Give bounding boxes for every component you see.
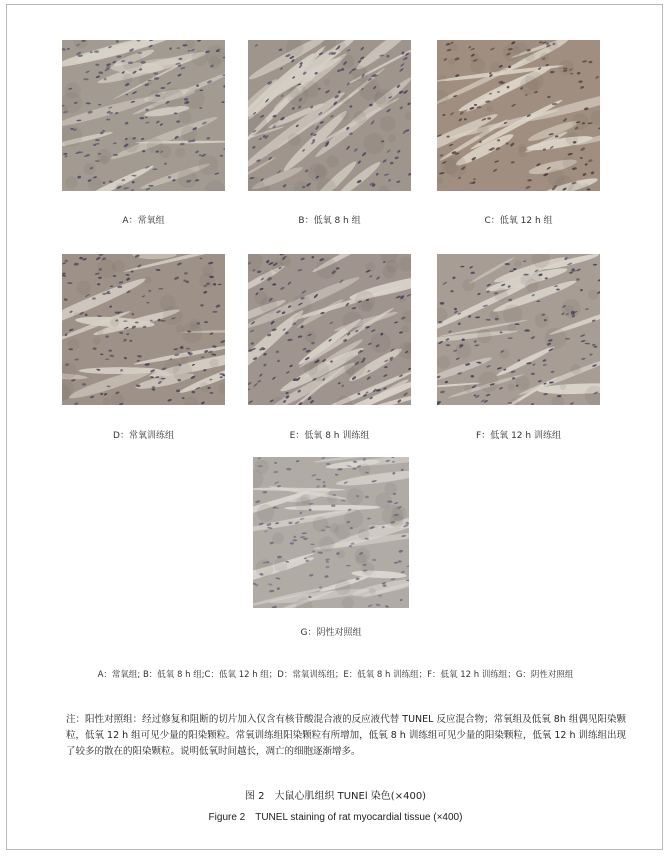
figure-legend: A：常氧组; B：低氧 8 h 组;C：低氧 12 h 组；D：常氧训练组；E：低氧 8 h 训练组；F：低氧 12 h 训练组；G：阴性对照组 xyxy=(97,670,574,680)
tissue-texture xyxy=(62,254,225,405)
panel-b xyxy=(248,40,411,191)
micrograph-g xyxy=(253,457,409,608)
micrograph-b xyxy=(248,40,411,191)
micrograph-a xyxy=(62,40,225,191)
caption-e: E：低氧 8 h 训练组 xyxy=(289,431,370,441)
tissue-texture xyxy=(248,254,411,405)
caption-f: F：低氧 12 h 训练组 xyxy=(476,431,561,441)
tissue-texture xyxy=(62,40,225,191)
micrograph-c xyxy=(437,40,600,191)
figure-note: 注：阳性对照组：经过修复和阻断的切片加入仅含有核苷酸混合液的反应液代替 TUNEL 反应混合物；常氧组及低氧 8h 组偶见阳染颗粒，低氧 12 h 组可见少量的阳染颗粒。常氧训练组阳染颗粒有所增加，低氧 8 h 训练组可见少量的阳染颗粒，低氧 12 h 训练组出现了较多的散在的阳染颗粒。说明低氧时间越长，凋亡的细胞逐渐增多。 xyxy=(66,714,626,757)
micrograph-f xyxy=(437,254,600,405)
caption-d: D：常氧训练组 xyxy=(113,431,174,441)
figure-title-en: Figure 2 TUNEL staining of rat myocardial tissue (×400) xyxy=(208,812,463,823)
caption-g: G：阴性对照组 xyxy=(300,628,362,638)
caption-a: A：常氧组 xyxy=(122,216,165,226)
micrograph-d xyxy=(62,254,225,405)
micrograph-e xyxy=(248,254,411,405)
tissue-texture xyxy=(253,457,409,608)
panel-d xyxy=(62,254,225,405)
panel-e xyxy=(248,254,411,405)
panel-f xyxy=(437,254,600,405)
panel-a xyxy=(62,40,225,191)
panel-g xyxy=(253,457,409,608)
caption-c: C：低氧 12 h 组 xyxy=(484,216,553,226)
tissue-texture xyxy=(248,40,411,191)
caption-b: B：低氧 8 h 组 xyxy=(298,216,361,226)
tissue-texture xyxy=(437,254,600,405)
panel-c xyxy=(437,40,600,191)
figure-title-cn: 图 2 大鼠心肌组织 TUNEl 染色(×400) xyxy=(244,791,427,802)
tissue-texture xyxy=(437,40,600,191)
